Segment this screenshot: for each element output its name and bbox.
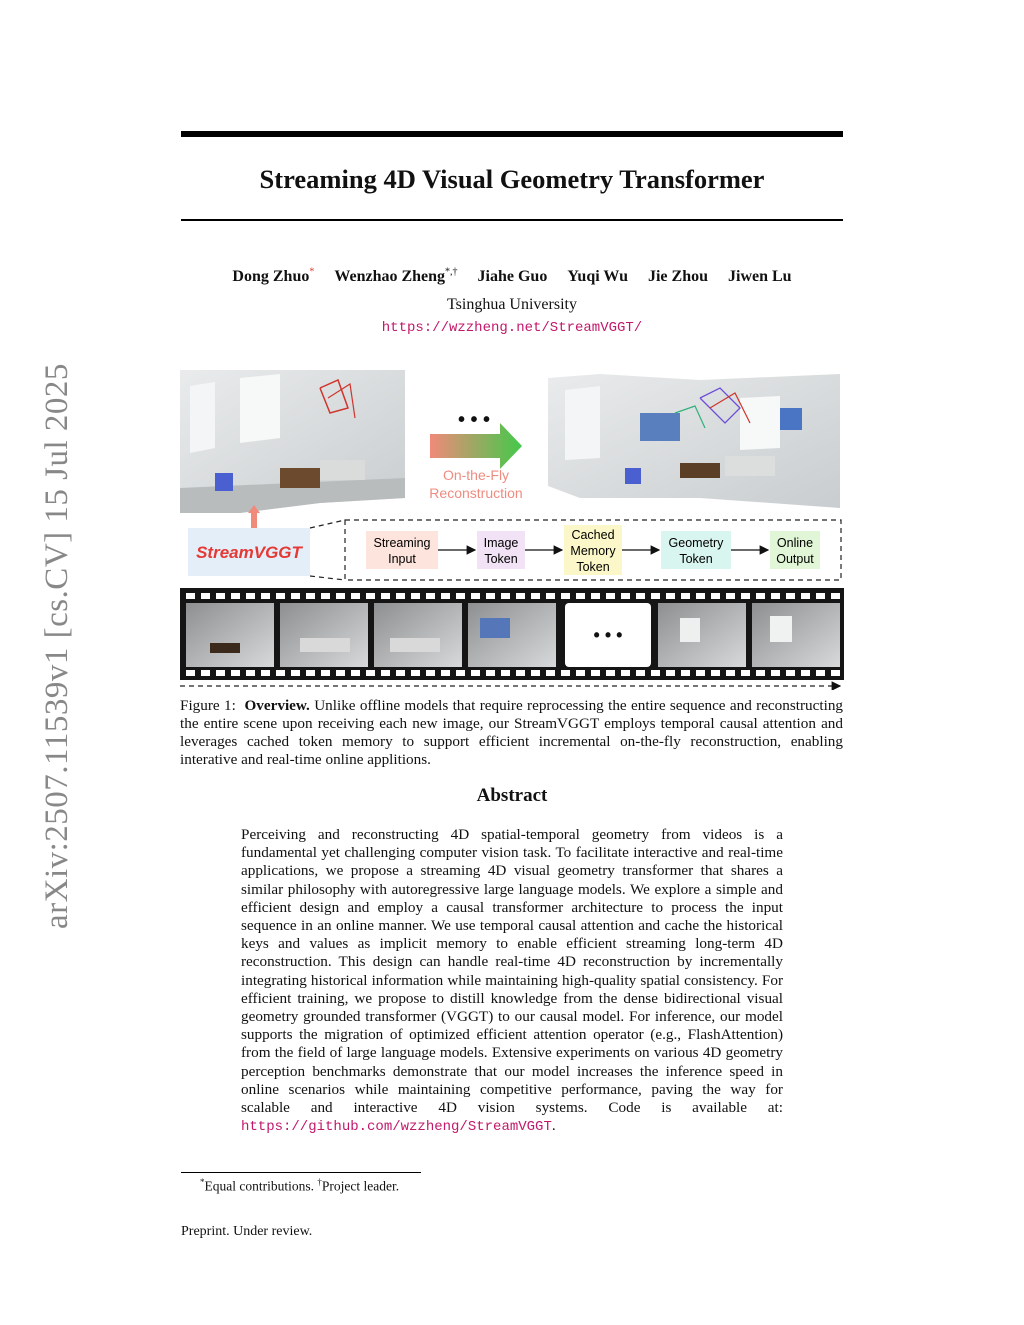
film-perforation — [276, 593, 285, 599]
film-perforation — [546, 670, 555, 676]
film-perforation — [441, 593, 450, 599]
svg-text:Geometry: Geometry — [668, 536, 724, 550]
film-perforation — [231, 593, 240, 599]
film-perforation — [591, 670, 600, 676]
affiliation: Tsinghua University — [447, 296, 577, 313]
title-top-rule — [181, 131, 843, 137]
author-6: Jiwen Lu — [728, 268, 792, 286]
film-perforation — [186, 593, 195, 599]
film-perforation — [831, 593, 840, 599]
film-perforation — [366, 593, 375, 599]
film-perforation — [321, 593, 330, 599]
film-perforation — [246, 593, 255, 599]
film-perforation — [801, 593, 810, 599]
film-perforation — [396, 670, 405, 676]
film-perforation — [261, 593, 270, 599]
project-url-link[interactable]: https://wzzheng.net/StreamVGGT/ — [381, 320, 643, 336]
film-perforation — [636, 670, 645, 676]
film-perforation — [606, 593, 615, 599]
film-perforation — [711, 593, 720, 599]
film-perforation — [681, 670, 690, 676]
pipeline-step-streaming-input — [366, 531, 438, 569]
streamvggt-label: StreamVGGT — [196, 543, 302, 562]
film-perforation — [666, 593, 675, 599]
svg-text:Token: Token — [679, 552, 713, 566]
film-perforation — [471, 670, 480, 676]
footnote-rule — [181, 1172, 421, 1173]
film-perforation — [336, 593, 345, 599]
film-perforation — [741, 670, 750, 676]
film-perforation — [786, 670, 795, 676]
film-perforation — [321, 670, 330, 676]
film-perforation — [651, 670, 660, 676]
film-perforation — [531, 593, 540, 599]
film-ellipsis: • • • — [593, 625, 623, 645]
film-perforation — [681, 593, 690, 599]
film-perforation — [471, 593, 480, 599]
film-perforation — [831, 670, 840, 676]
film-perforation — [561, 670, 570, 676]
film-perforation — [651, 593, 660, 599]
arrow-label-line1: On-the-Fly — [442, 467, 510, 483]
film-perforation — [441, 670, 450, 676]
film-perforation — [291, 593, 300, 599]
preprint-notice: Preprint. Under review. — [181, 1224, 313, 1239]
film-perforation — [561, 593, 570, 599]
film-perforation — [456, 670, 465, 676]
figure-caption: Figure 1: Overview. Unlike offline models that require reprocessing the entire sequence and reconstructing the entire scene upon receiving each new image, our StreamVGGT employs temporal causal attention and leverages cached token memory to support efficient incremental on-the-fly reconstruction, enabling interative and real-time online applitions. — [180, 697, 844, 768]
film-perforation — [486, 593, 495, 599]
film-perforation — [366, 670, 375, 676]
pipeline-step-image-token — [477, 531, 525, 569]
film-perforation — [216, 593, 225, 599]
film-perforation — [186, 670, 195, 676]
film-perforation — [786, 593, 795, 599]
film-perforation — [291, 670, 300, 676]
film-perforation — [396, 593, 405, 599]
author-5: Jie Zhou — [647, 268, 708, 286]
film-perforation — [501, 670, 510, 676]
film-perforation — [756, 670, 765, 676]
film-perforation — [606, 670, 615, 676]
film-perforation — [306, 670, 315, 676]
film-perforation — [231, 670, 240, 676]
film-perforation — [621, 670, 630, 676]
film-perforation — [771, 593, 780, 599]
film-perforation — [816, 593, 825, 599]
film-perforation — [201, 670, 210, 676]
pipeline-step-geometry-token — [661, 531, 731, 569]
film-perforation — [456, 593, 465, 599]
arxiv-identifier: arXiv:2507.11539v1 [cs.CV] 15 Jul 2025 — [39, 363, 75, 929]
film-perforation — [621, 593, 630, 599]
svg-text:Memory: Memory — [570, 544, 616, 558]
output-reconstruction-image — [548, 374, 840, 508]
film-perforation — [201, 593, 210, 599]
film-perforation — [501, 593, 510, 599]
input-reconstruction-image — [180, 370, 405, 513]
film-perforation — [306, 593, 315, 599]
film-perforation — [516, 593, 525, 599]
author-2: Wenzhao Zheng*,† — [334, 267, 458, 286]
svg-text:Streaming: Streaming — [373, 536, 431, 550]
svg-text:Output: Output — [776, 552, 814, 566]
abstract-heading: Abstract — [476, 785, 548, 806]
svg-text:Image: Image — [483, 536, 519, 550]
svg-text:Token: Token — [484, 552, 518, 566]
film-perforation — [261, 670, 270, 676]
film-perforation — [711, 670, 720, 676]
title-bottom-rule — [181, 219, 843, 221]
svg-text:Online: Online — [776, 536, 814, 550]
author-3: Jiahe Guo — [477, 268, 548, 286]
film-perforation — [666, 670, 675, 676]
film-perforation — [576, 593, 585, 599]
film-perforation — [576, 670, 585, 676]
film-perforation — [246, 670, 255, 676]
arrow-label-line2: Reconstruction — [429, 485, 523, 501]
film-perforation — [531, 670, 540, 676]
footnote: *Equal contributions. †Project leader. — [200, 1177, 400, 1194]
film-perforation — [426, 593, 435, 599]
film-perforation — [726, 670, 735, 676]
film-perforation — [411, 593, 420, 599]
abstract-body: Perceiving and reconstructing 4D spatial-temporal geometry from videos is a fundamental yet challenging computer vision task. To facilitate interactive and real-time applications, we propose a streaming 4D visual geometry transformer that shares a similar philosophy with autoregressive large language models. We explore a simple and efficient design and employ a causal transformer architecture to process the input sequence in an online manner. We use temporal causal attention and cache the historical keys and values as implicit memory to enable efficient streaming long-term 4D reconstruction. This design can handle real-time 4D reconstruction by incrementally integrating historical information while maintaining high-quality spatial consistency. For efficient training, we propose to distill knowledge from the dense bidirectional visual geometry grounded transformer (VGGT) to our causal model. For inference, our model supports the migration of optimized efficient attention operator (e.g., FlashAttention) from the field of large language models. Extensive experiments on various 4D geometry perception benchmarks demonstrate that our model increases the inference speed in online scenarios while maintaining competitive performance, paving the way for scalable and interactive 4D vision systems. Code is available at: https://github.com/wzzheng/StreamVGGT. — [241, 826, 783, 1136]
film-perforation — [516, 670, 525, 676]
film-perforation — [546, 593, 555, 599]
film-perforation — [771, 670, 780, 676]
paper-title: Streaming 4D Visual Geometry Transformer — [259, 164, 765, 194]
film-perforation — [741, 593, 750, 599]
pipeline-step-cached-memory-token — [564, 525, 622, 575]
film-perforation — [696, 670, 705, 676]
pipeline-step-online-output — [770, 531, 820, 569]
film-perforation — [696, 593, 705, 599]
author-1: Dong Zhuo* — [232, 267, 315, 286]
film-perforation — [276, 670, 285, 676]
film-perforation — [726, 593, 735, 599]
film-perforation — [756, 593, 765, 599]
author-4: Yuqi Wu — [567, 268, 628, 286]
film-perforation — [381, 670, 390, 676]
author-list — [181, 267, 843, 286]
film-perforation — [801, 670, 810, 676]
film-perforation — [426, 670, 435, 676]
film-perforation — [351, 593, 360, 599]
svg-text:Cached: Cached — [571, 528, 615, 542]
film-perforation — [486, 670, 495, 676]
film-perforation — [411, 670, 420, 676]
figure-1 — [180, 368, 844, 690]
film-strip — [180, 588, 844, 680]
film-perforation — [336, 670, 345, 676]
film-perforation — [381, 593, 390, 599]
top-ellipsis: • • • — [457, 409, 491, 431]
film-perforation — [816, 670, 825, 676]
film-perforation — [351, 670, 360, 676]
svg-text:Input: Input — [388, 552, 416, 566]
svg-text:Token: Token — [576, 560, 610, 574]
film-perforation — [216, 670, 225, 676]
film-perforation — [591, 593, 600, 599]
film-perforation — [636, 593, 645, 599]
code-url-link[interactable]: https://github.com/wzzheng/StreamVGGT — [241, 1119, 552, 1136]
